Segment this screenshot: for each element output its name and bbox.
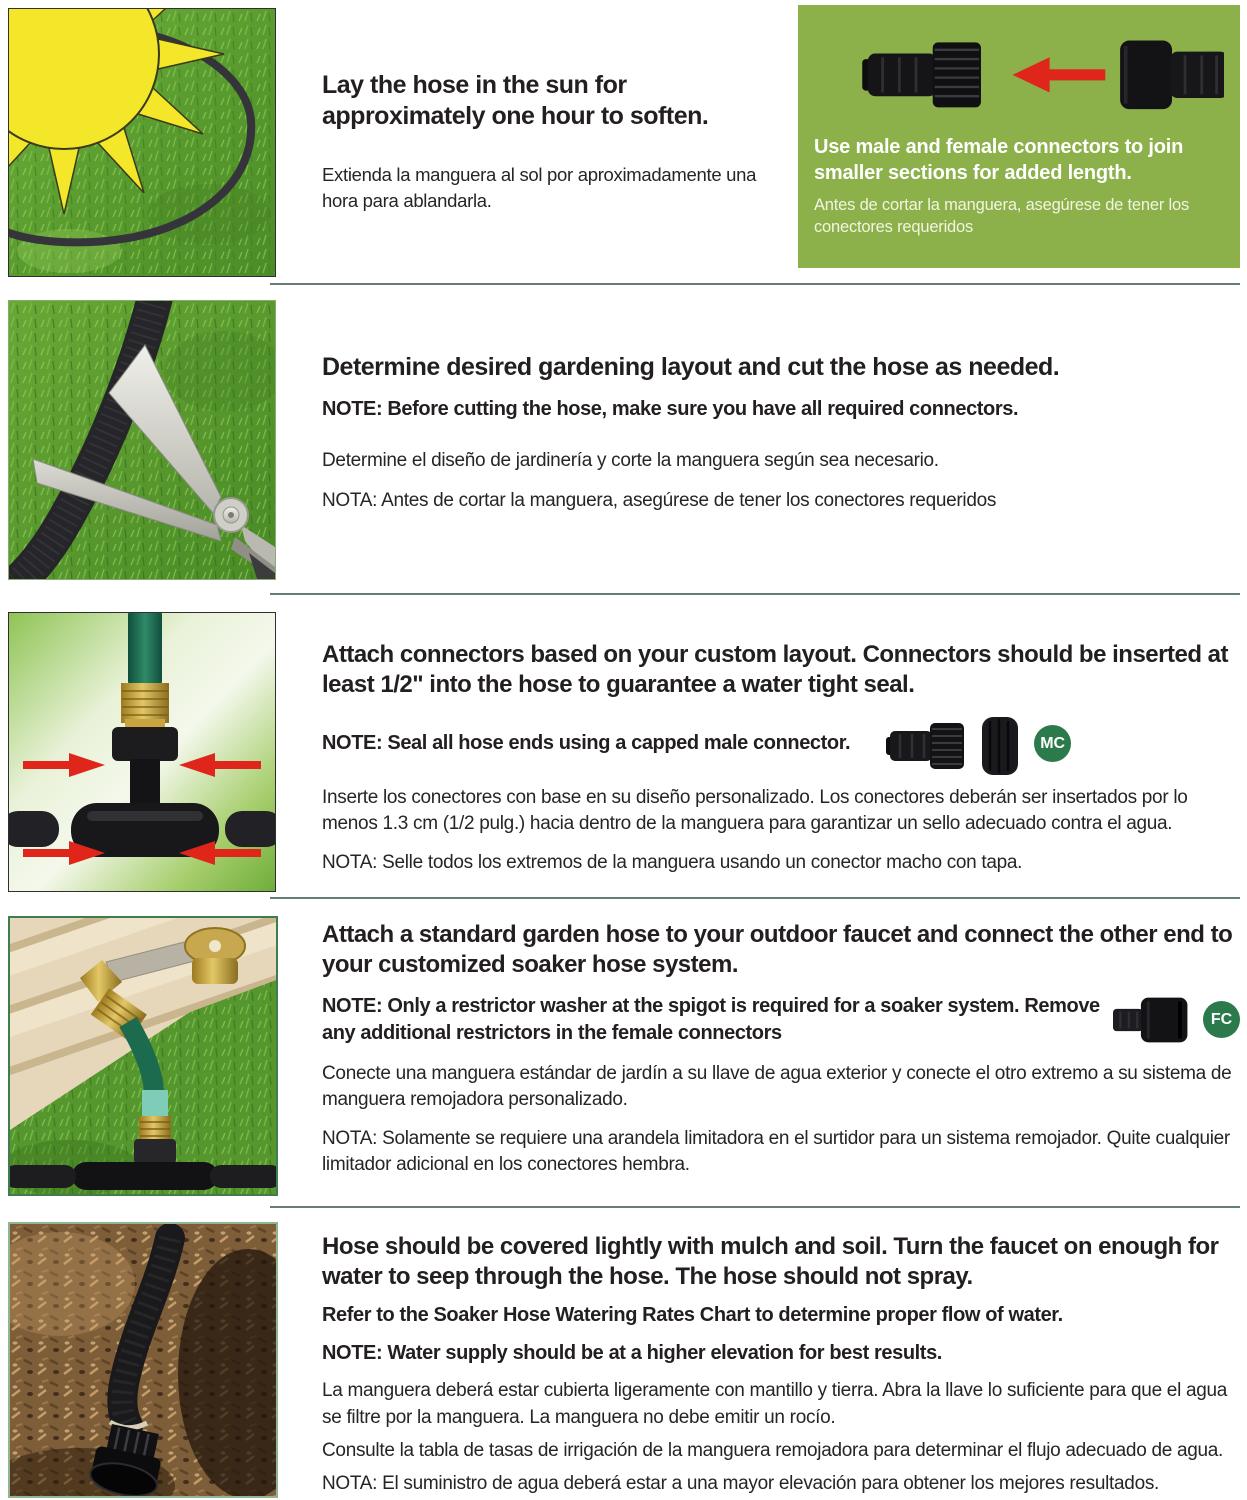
photo-hose-in-mulch [8, 1222, 278, 1498]
hose-in-sun-illustration [9, 9, 275, 276]
female-connector-graphic [1113, 993, 1193, 1047]
male-female-connector-join-graphic [814, 17, 1224, 129]
photo-tee-connector [8, 612, 276, 892]
tip-box-heading: Use male and female connectors to join smaller sections for added length. [814, 136, 1184, 184]
section-divider [270, 897, 1240, 899]
male-connector-icon [862, 42, 981, 107]
connector-tip-box [798, 5, 1240, 268]
step-3-spanish-nota: NOTA: Selle todos los extremos de la manguera usando un conector macho con tapa. [322, 851, 1023, 873]
hose-section-right [225, 811, 275, 847]
join-arrow-icon [1013, 57, 1106, 92]
photo-scissors-cutting-hose [8, 300, 276, 580]
step-5-spanish-nota: NOTA: El suministro de agua deberá estar a una mayor elevación para obtener los mejores resultados. [322, 1472, 1160, 1494]
tip-box-spanish: Antes de cortar la manguera, asegúrese de tener los conectores requeridos [814, 196, 1190, 236]
step-1-spanish: Extienda la manguera al sol por aproximadamente una hora para ablandarla. [322, 164, 757, 212]
section-divider [270, 283, 1240, 285]
step-5-refer-line: Refer to the Soaker Hose Watering Rates Chart to determine proper flow of water. [322, 1303, 1063, 1326]
photo-hose-in-sun [8, 8, 276, 277]
step-2-note: NOTE: Before cutting the hose, make sure you have all required connectors. [322, 398, 1019, 420]
step-5-spanish-2: Consulte la tabla de tasas de irrigación de la manguera remojadora para determinar el flujo adecuado de agua. [322, 1439, 1224, 1461]
step-2-heading: Determine desired gardening layout and cut the hose as needed. [322, 353, 1060, 381]
step-2-text [322, 352, 1240, 527]
hose-section-left [9, 811, 59, 847]
garden-hose [128, 613, 162, 687]
female-connector-badge: FC [1203, 1001, 1240, 1038]
male-connector-badge: MC [1034, 725, 1071, 762]
section-divider [270, 593, 1240, 595]
step-3-note: NOTE: Seal all hose ends using a capped male connector. [322, 732, 851, 755]
step-4-spanish: Conecte una manguera estándar de jardín a su llave de agua exterior y conecte el otro extremo a su sistema de manguera remojadora personalizado. [322, 1062, 1232, 1110]
photo-faucet-connection [8, 916, 278, 1196]
faucet-connection-illustration [10, 918, 276, 1194]
step-5-text [322, 1232, 1247, 1500]
step-5-note: NOTE: Water supply should be at a higher elevation for best results. [322, 1341, 942, 1364]
capped-male-connector-graphic [886, 713, 1024, 775]
step-1-text [322, 70, 792, 228]
step-2-spanish: Determine el diseño de jardinería y corte la manguera según sea necesario. [322, 450, 939, 472]
section-divider [270, 1206, 1240, 1208]
step-4-note: NOTE: Only a restrictor washer at the spigot is required for a soaker system. Remove any additional restrictors in the female connectors [322, 995, 1100, 1044]
step-2-spanish-nota: NOTA: Antes de cortar la manguera, asegúrese de tener los conectores requeridos [322, 489, 997, 511]
step-3-heading: Attach connectors based on your custom layout. Connectors should be inserted at least 1/2" into the hose to guarantee a water tight seal. [322, 641, 1228, 698]
step-4-heading: Attach a standard garden hose to your outdoor faucet and connect the other end to your customized soaker hose system. [322, 921, 1233, 978]
hose-in-mulch-illustration [10, 1224, 276, 1496]
step-4-spanish-nota: NOTA: Solamente se requiere una arandela limitadora en el surtidor para un sistema remojador. Quite cualquier limitador adicional en los conectores hembra. [322, 1127, 1230, 1176]
female-connector-icon [1120, 41, 1224, 110]
tee-connector-illustration [9, 613, 275, 891]
scissors-cutting-hose-illustration [9, 301, 275, 579]
tee-connector [72, 1162, 218, 1190]
step-5-spanish-1: La manguera deberá estar cubierta ligeramente con mantillo y tierra. Abra la llave lo suficiente para que el agua se filtre por la manguera. La manguera no debe emitir un rocío. [322, 1380, 1228, 1428]
step-4-text [322, 920, 1240, 1191]
step-5-heading: Hose should be covered lightly with mulch and soil. Turn the faucet on enough for water to seep through the hose. The hose should not spray. [322, 1233, 1219, 1290]
step-3-text [322, 640, 1240, 889]
step-1-heading: Lay the hose in the sun for approximately one hour to soften. [322, 71, 709, 130]
step-3-spanish: Inserte los conectores con base en su diseño personalizado. Los conectores deberán ser insertados por lo menos 1.3 cm (1/2 pulg.) hacia dentro de la manguera para garantizar un sello adecuado contra el agua. [322, 786, 1188, 834]
